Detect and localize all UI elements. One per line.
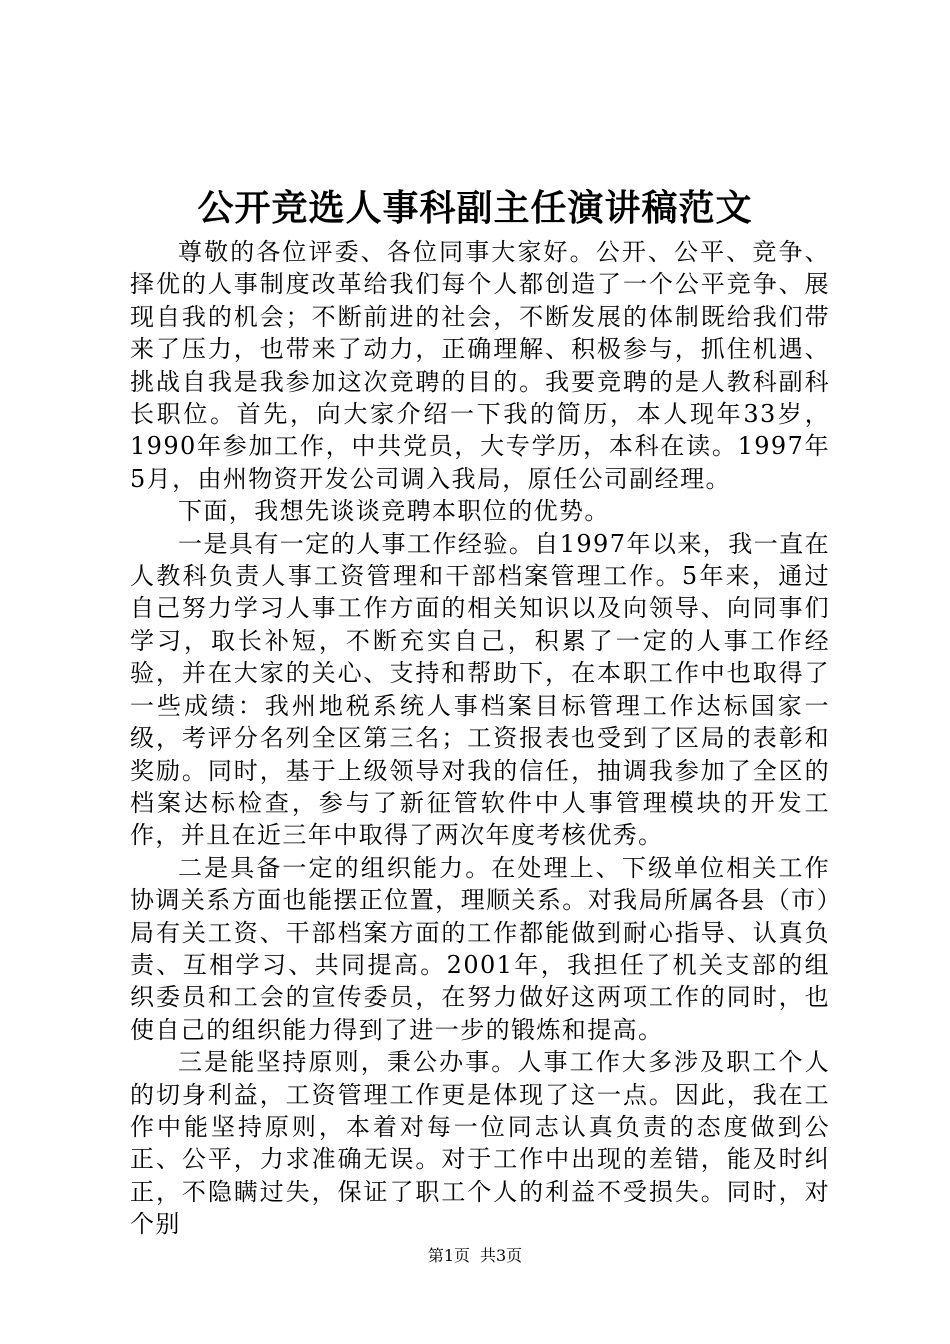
- paragraph-organization: 二是具备一定的组织能力。在处理上、下级单位相关工作协调关系方面也能摆正位置，理顺关系。对我局所属各县（市）局有关工资、干部档案方面的工作都能做到耐心指导、认真负责、互相学习、共同提高。2001年，我担任了机关支部的组织委员和工会的宣传委员，在努力做好这两项工作的同时，也使自己的组织能力得到了进一步的锻炼和提高。: [130, 853, 830, 1044]
- paragraph-experience: 一是具有一定的人事工作经验。自1997年以来，我一直在人教科负责人事工资管理和干部档案管理工作。5年来，通过自己努力学习人事工作方面的相关知识以及向领导、向同事们学习，取长补短，不断充实自己，积累了一定的人事工作经验，并在大家的关心、支持和帮助下，在本职工作中也取得了一些成绩：我州地税系统人事档案目标管理工作达标国家一级，考评分名列全区第三名；工资报表也受到了区局的表彰和奖励。同时，基于上级领导对我的信任，抽调我参加了全区的档案达标检查，参与了新征管软件中人事管理模块的开发工作，并且在近三年中取得了两次年度考核优秀。: [130, 529, 830, 850]
- paragraph-intro: 尊敬的各位评委、各位同事大家好。公开、公平、竞争、择优的人事制度改革给我们每个人都创造了一个公平竞争、展现自我的机会；不断前进的社会，不断发展的体制既给我们带来了压力，也带来了动力，正确理解、积极参与，抓住机遇、挑战自我是我参加这次竞聘的目的。我要竞聘的是人教科副科长职位。首先，向大家介绍一下我的简历，本人现年33岁，1990年参加工作，中共党员，大专学历，本科在读。1997年5月，由州物资开发公司调入我局，原任公司副经理。: [130, 238, 830, 493]
- page-number-total: 共3页: [480, 1246, 523, 1265]
- page-footer: [0, 1246, 950, 1266]
- document-body: [130, 236, 830, 1241]
- page-number-current: 第1页: [427, 1246, 470, 1265]
- paragraph-principles: 三是能坚持原则，秉公办事。人事工作大多涉及职工个人的切身利益，工资管理工作更是体现了这一点。因此，我在工作中能坚持原则，本着对每一位同志认真负责的态度做到公正、公平，力求准确无误。对于工作中出现的差错，能及时纠正，不隐瞒过失，保证了职工个人的利益不受损失。同时，对个别: [130, 1048, 830, 1239]
- document-title: 公开竞选人事科副主任演讲稿范文: [197, 187, 753, 229]
- paragraph-advantages-lead: 下面，我想先谈谈竞聘本职位的优势。: [178, 497, 610, 526]
